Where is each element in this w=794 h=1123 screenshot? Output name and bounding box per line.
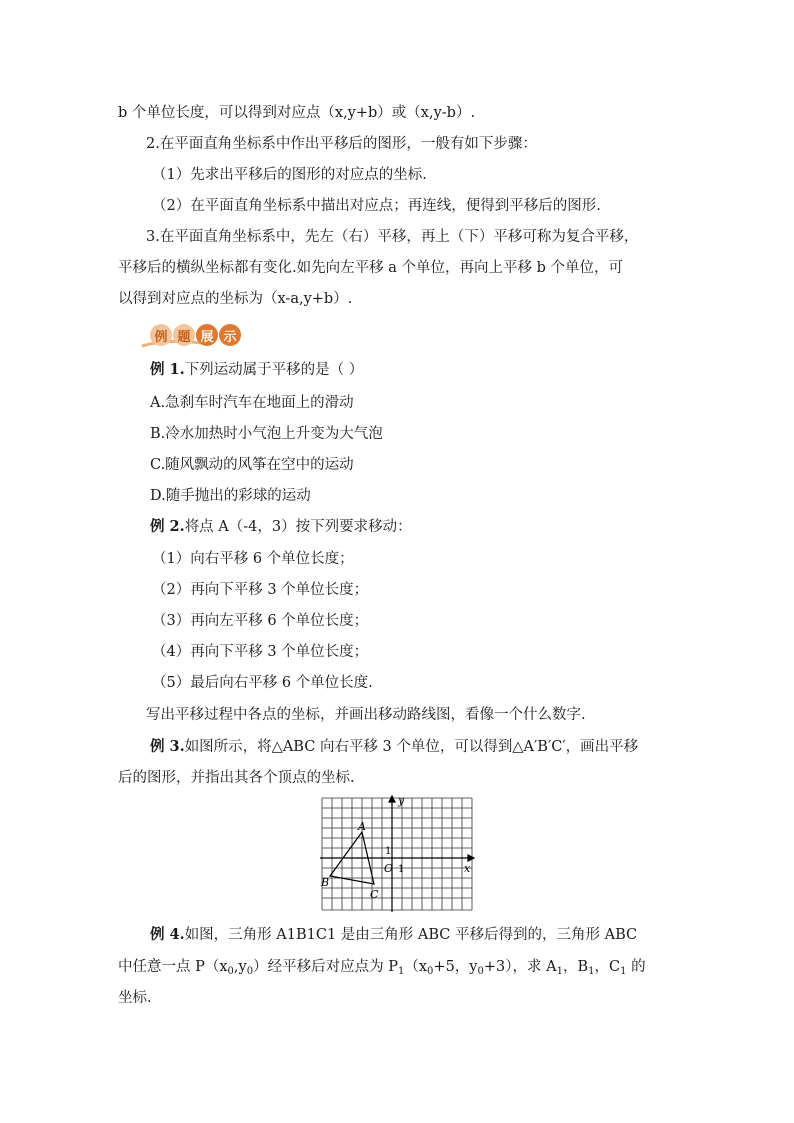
unit-label-x: 1 [398, 864, 405, 875]
subscript: 1 [397, 966, 405, 977]
text-line: （1）先求出平移后的图形的对应点的坐标. [152, 167, 427, 183]
text-run: ，B [562, 959, 589, 975]
step-item: （5）最后向右平移 6 个单位长度. [152, 675, 373, 691]
task-text: 写出平移过程中各点的坐标，并画出移动路线图，看像一个什么数字. [146, 707, 586, 723]
text-run: ）经平移后对应点为 P [253, 959, 398, 975]
example-3-stem [150, 737, 638, 757]
y-axis-label: y [398, 794, 405, 807]
subscript: 0 [477, 966, 484, 977]
vertex-c-label: C [370, 888, 379, 901]
example-1-stem [150, 360, 363, 380]
text-line: 3.在平面直角坐标系中，先左（右）平移，再上（下）平移可称为复合平移， [146, 229, 639, 245]
text-line: 坐标. [118, 990, 152, 1006]
example-label: 例 2. [150, 518, 185, 535]
text-run: 中任意一点 P（x [118, 959, 228, 975]
x-arrow [468, 855, 474, 861]
question-text: 后的图形，并指出其各个顶点的坐标. [118, 770, 355, 786]
vertex-b-label: B [321, 876, 330, 889]
x-axis-label: x [464, 862, 471, 875]
question-text: 将点 A（-4，3）按下列要求移动： [184, 519, 412, 535]
axes [320, 796, 474, 912]
text-run: ,y [233, 959, 247, 975]
text-line: 2.在平面直角坐标系中作出平移后的图形，一般有如下步骤： [146, 136, 537, 152]
step-item: （2）再向下平移 3 个单位长度； [152, 582, 369, 598]
question-text: 如图，三角形 A1B1C1 是由三角形 ABC 平移后得到的，三角形 ABC [184, 927, 638, 943]
subscript: 0 [227, 966, 234, 977]
step-item: （3）再向左平移 6 个单位长度； [152, 613, 369, 629]
example-label: 例 3. [150, 738, 185, 755]
text-line: 平移后的横纵坐标都有变化.如先向左平移 a 个单位，再向上平移 b 个单位，可 [118, 260, 623, 276]
option-a: A.急刹车时汽车在地面上的滑动 [150, 395, 354, 411]
option-d: D.随手抛出的彩球的运动 [150, 488, 311, 504]
subscript: 1 [556, 966, 563, 977]
example-4-stem [150, 925, 637, 945]
subscript: 1 [588, 966, 595, 977]
option-c: C.随风飘动的风筝在空中的运动 [150, 457, 354, 473]
text-run: +5，y [433, 959, 478, 975]
example-label: 例 1. [150, 361, 185, 378]
example-label: 例 4. [150, 926, 185, 943]
text-run: ，C [594, 959, 621, 975]
subscript: 0 [246, 966, 254, 977]
badge-char: 题 [173, 324, 195, 346]
badge-char: 展 [196, 324, 218, 346]
vertex-a-label: A [358, 820, 366, 833]
question-text: 下列运动属于平移的是（ ） [184, 362, 364, 378]
unit-label-y: 1 [385, 846, 392, 857]
text-line: b 个单位长度，可以得到对应点（x,y+b）或（x,y-b）. [118, 105, 476, 121]
origin-label: O [384, 862, 394, 875]
text-run: 的 [626, 959, 646, 975]
badge-char: 例 [150, 324, 172, 346]
text-run: （x [404, 959, 428, 975]
grid-lines [322, 798, 472, 910]
example-2-stem [150, 517, 412, 537]
section-badge [150, 322, 242, 348]
text-run: +3），求 A [483, 959, 557, 975]
step-item: （1）向右平移 6 个单位长度； [152, 551, 354, 567]
subscript: 0 [427, 966, 434, 977]
option-b: B.冷水加热时小气泡上升变为大气泡 [150, 426, 383, 442]
y-arrow [389, 796, 395, 802]
text-line: 以得到对应点的坐标为（x-a,y+b）. [118, 291, 353, 307]
text-line: （2）在平面直角坐标系中描出对应点；再连线，便得到平移后的图形. [152, 198, 601, 214]
example-4-line2 [118, 957, 646, 977]
question-text: 如图所示，将△ABC 向右平移 3 个单位，可以得到△A′B′C′，画出平移 [184, 739, 639, 755]
badge-char: 示 [219, 324, 241, 346]
subscript: 1 [620, 966, 627, 977]
step-item: （4）再向下平移 3 个单位长度； [152, 644, 369, 660]
coordinate-grid-figure [318, 794, 478, 916]
